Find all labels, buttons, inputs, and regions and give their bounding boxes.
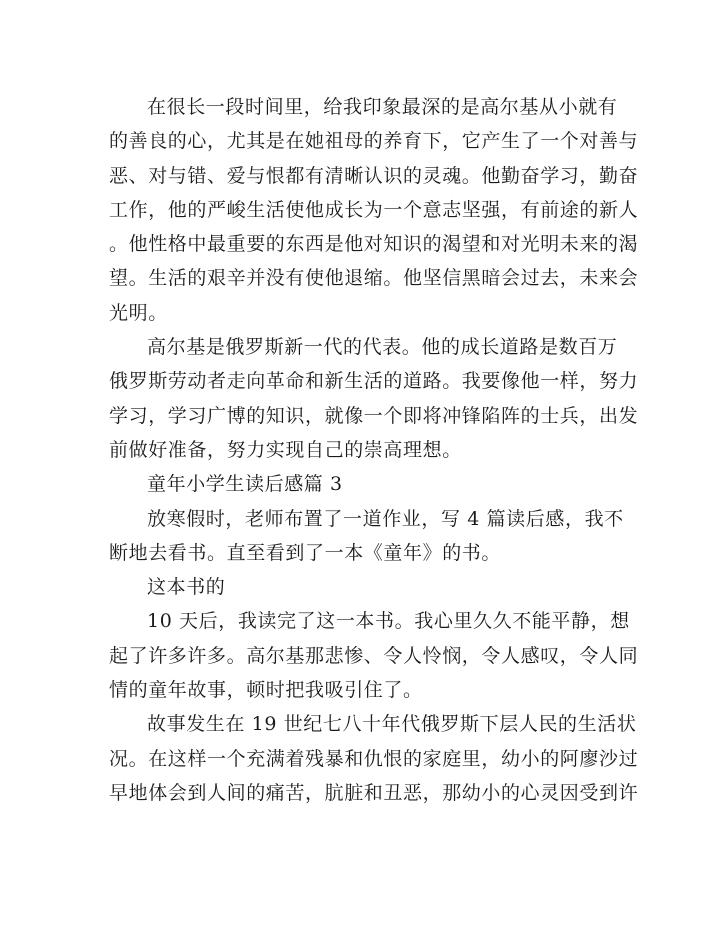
text-line: 前做好准备，努力实现自己的崇高理想。 [109, 438, 462, 461]
text-line: 起了许多许多。高尔基那悲惨、令人怜悯，令人感叹，令人同 [109, 644, 639, 667]
text-line: 。他性格中最重要的东西是他对知识的渴望和对光明未来的渴 [109, 233, 639, 256]
text-line: 学习，学习广博的知识，就像一个即将冲锋陷阵的士兵，出发 [109, 404, 639, 427]
text-line: 断地去看书。直至看到了一本《童年》的书。 [109, 541, 502, 564]
text-line: 情的童年故事，顿时把我吸引住了。 [109, 679, 423, 702]
text-line: 工作，他的严峻生活使他成长为一个意志坚强，有前途的新人 [109, 198, 639, 221]
text-line: 光明。 [109, 301, 168, 324]
text-line: 这本书的 [147, 576, 226, 599]
text-line: 故事发生在 19 世纪七八十年代俄罗斯下层人民的生活状 [147, 713, 637, 736]
text-line: 早地体会到人间的痛苦，肮脏和丑恶，那幼小的心灵因受到许 [109, 781, 639, 804]
text-line: 童年小学生读后感篇 3 [147, 473, 343, 496]
text-line: 高尔基是俄罗斯新一代的代表。他的成长道路是数百万 [147, 336, 618, 359]
text-line: 恶、对与错、爱与恨都有清晰认识的灵魂。他勤奋学习，勤奋 [109, 164, 639, 187]
document-body [109, 90, 639, 810]
text-line: 的善良的心，尤其是在她祖母的养育下，它产生了一个对善与 [109, 130, 639, 153]
text-line: 望。生活的艰辛并没有使他退缩。他坚信黑暗会过去，未来会 [109, 267, 639, 290]
text-line: 放寒假时，老师布置了一道作业，写 4 篇读后感，我不 [147, 507, 624, 530]
text-line: 10 天后，我读完了这一本书。我心里久久不能平静，想 [147, 610, 630, 633]
text-line: 在很长一段时间里，给我印象最深的是高尔基从小就有 [147, 96, 618, 118]
text-line: 况。在这样一个充满着残暴和仇恨的家庭里，幼小的阿廖沙过 [109, 747, 639, 770]
text-line: 俄罗斯劳动者走向革命和新生活的道路。我要像他一样，努力 [109, 370, 639, 393]
